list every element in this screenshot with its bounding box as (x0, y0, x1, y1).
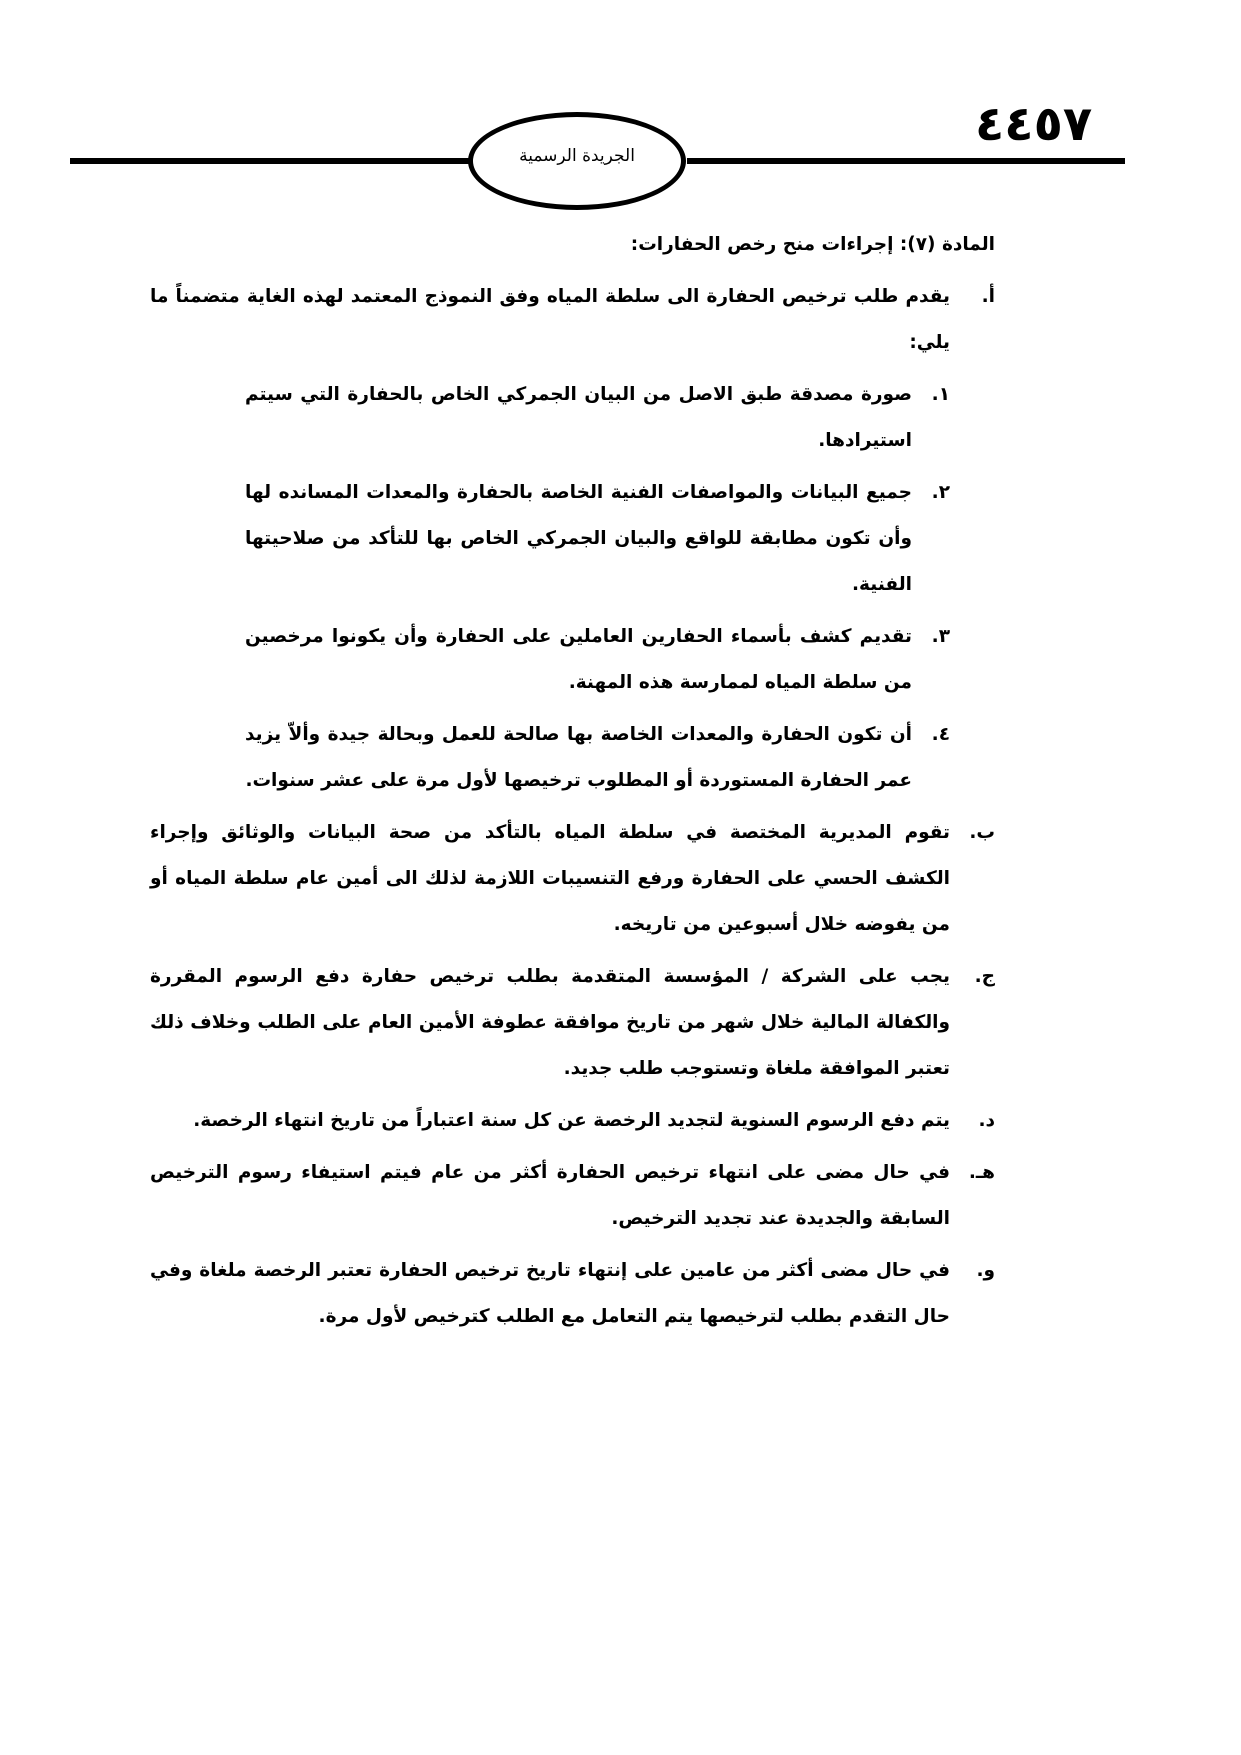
article-item-b (150, 810, 995, 948)
article-item-a (150, 274, 995, 366)
item-label: د. (978, 1110, 995, 1131)
item-label: و. (976, 1260, 995, 1281)
item-text: يتم دفع الرسوم السنوية لتجديد الرخصة عن كل سنة اعتباراً من تاريخ انتهاء الرخصة. (193, 1110, 950, 1131)
masthead-oval (468, 112, 686, 210)
sub-item-list (245, 372, 950, 804)
item-text: يقدم طلب ترخيص الحفارة الى سلطة المياه وفق النموذج المعتمد لهذه الغاية متضمناً ما يلي: (150, 286, 950, 353)
header-rule-left (70, 158, 470, 164)
item-text: في حال مضى على انتهاء ترخيص الحفارة أكثر من عام فيتم استيفاء رسوم الترخيص السابقة والجديدة عند تجديد الترخيص. (150, 1162, 950, 1229)
item-text: يجب على الشركة / المؤسسة المتقدمة بطلب ترخيص حفارة دفع الرسوم المقررة والكفالة المالية خلال شهر من تاريخ موافقة عطوفة الأمين العام على الطلب وخلاف ذلك تعتبر الموافقة ملغاة وتستوجب طلب جديد. (150, 966, 950, 1079)
sub-item-4 (245, 712, 950, 804)
sub-item-label: ٣. (931, 626, 950, 647)
page-number: ٤٤٥٧ (975, 96, 1093, 152)
sub-item-text: جميع البيانات والمواصفات الفنية الخاصة بالحفارة والمعدات المسانده لها وأن تكون مطابقة للواقع والبيان الجمركي الخاص بها للتأكد من صلاحيتها الفنية. (245, 482, 912, 595)
sub-item-2 (245, 470, 950, 608)
item-text: في حال مضى أكثر من عامين على إنتهاء تاريخ ترخيص الحفارة تعتبر الرخصة ملغاة وفي حال التقدم بطلب لترخيصها يتم التعامل مع الطلب كترخيص لأول مرة. (150, 1260, 950, 1327)
header-rule-right (687, 158, 1125, 164)
item-label: أ. (981, 286, 995, 307)
item-label: هـ. (968, 1162, 995, 1183)
article-item-c (150, 954, 995, 1092)
sub-item-label: ٢. (931, 482, 950, 503)
item-label: ج. (974, 966, 995, 987)
item-label: ب. (969, 822, 995, 843)
sub-item-text: أن تكون الحفارة والمعدات الخاصة بها صالحة للعمل وبحالة جيدة وألاّ يزيد عمر الحفارة المستوردة أو المطلوب ترخيصها لأول مرة على عشر سنوات. (245, 724, 912, 791)
item-text: تقوم المديرية المختصة في سلطة المياه بالتأكد من صحة البيانات والوثائق وإجراء الكشف الحسي على الحفارة ورفع التنسيبات اللازمة لذلك الى أمين عام سلطة المياه أو من يفوضه خلال أسبوعين من تاريخه. (150, 822, 950, 935)
sub-item-text: تقديم كشف بأسماء الحفارين العاملين على الحفارة وأن يكونوا مرخصين من سلطة المياه لممارسة هذه المهنة. (245, 626, 912, 693)
article-item-f (150, 1248, 995, 1340)
sub-item-text: صورة مصدقة طبق الاصل من البيان الجمركي الخاص بالحفارة التي سيتم استيرادها. (245, 384, 912, 451)
sub-item-1 (245, 372, 950, 464)
sub-item-label: ١. (931, 384, 950, 405)
article-title: المادة (٧): إجراءات منح رخص الحفارات: (630, 234, 995, 255)
article-body (150, 222, 995, 1346)
article-item-e (150, 1150, 995, 1242)
sub-item-label: ٤. (931, 724, 950, 745)
article-item-d (150, 1098, 995, 1144)
masthead-title: الجريدة الرسمية (519, 146, 635, 166)
sub-item-3 (245, 614, 950, 706)
